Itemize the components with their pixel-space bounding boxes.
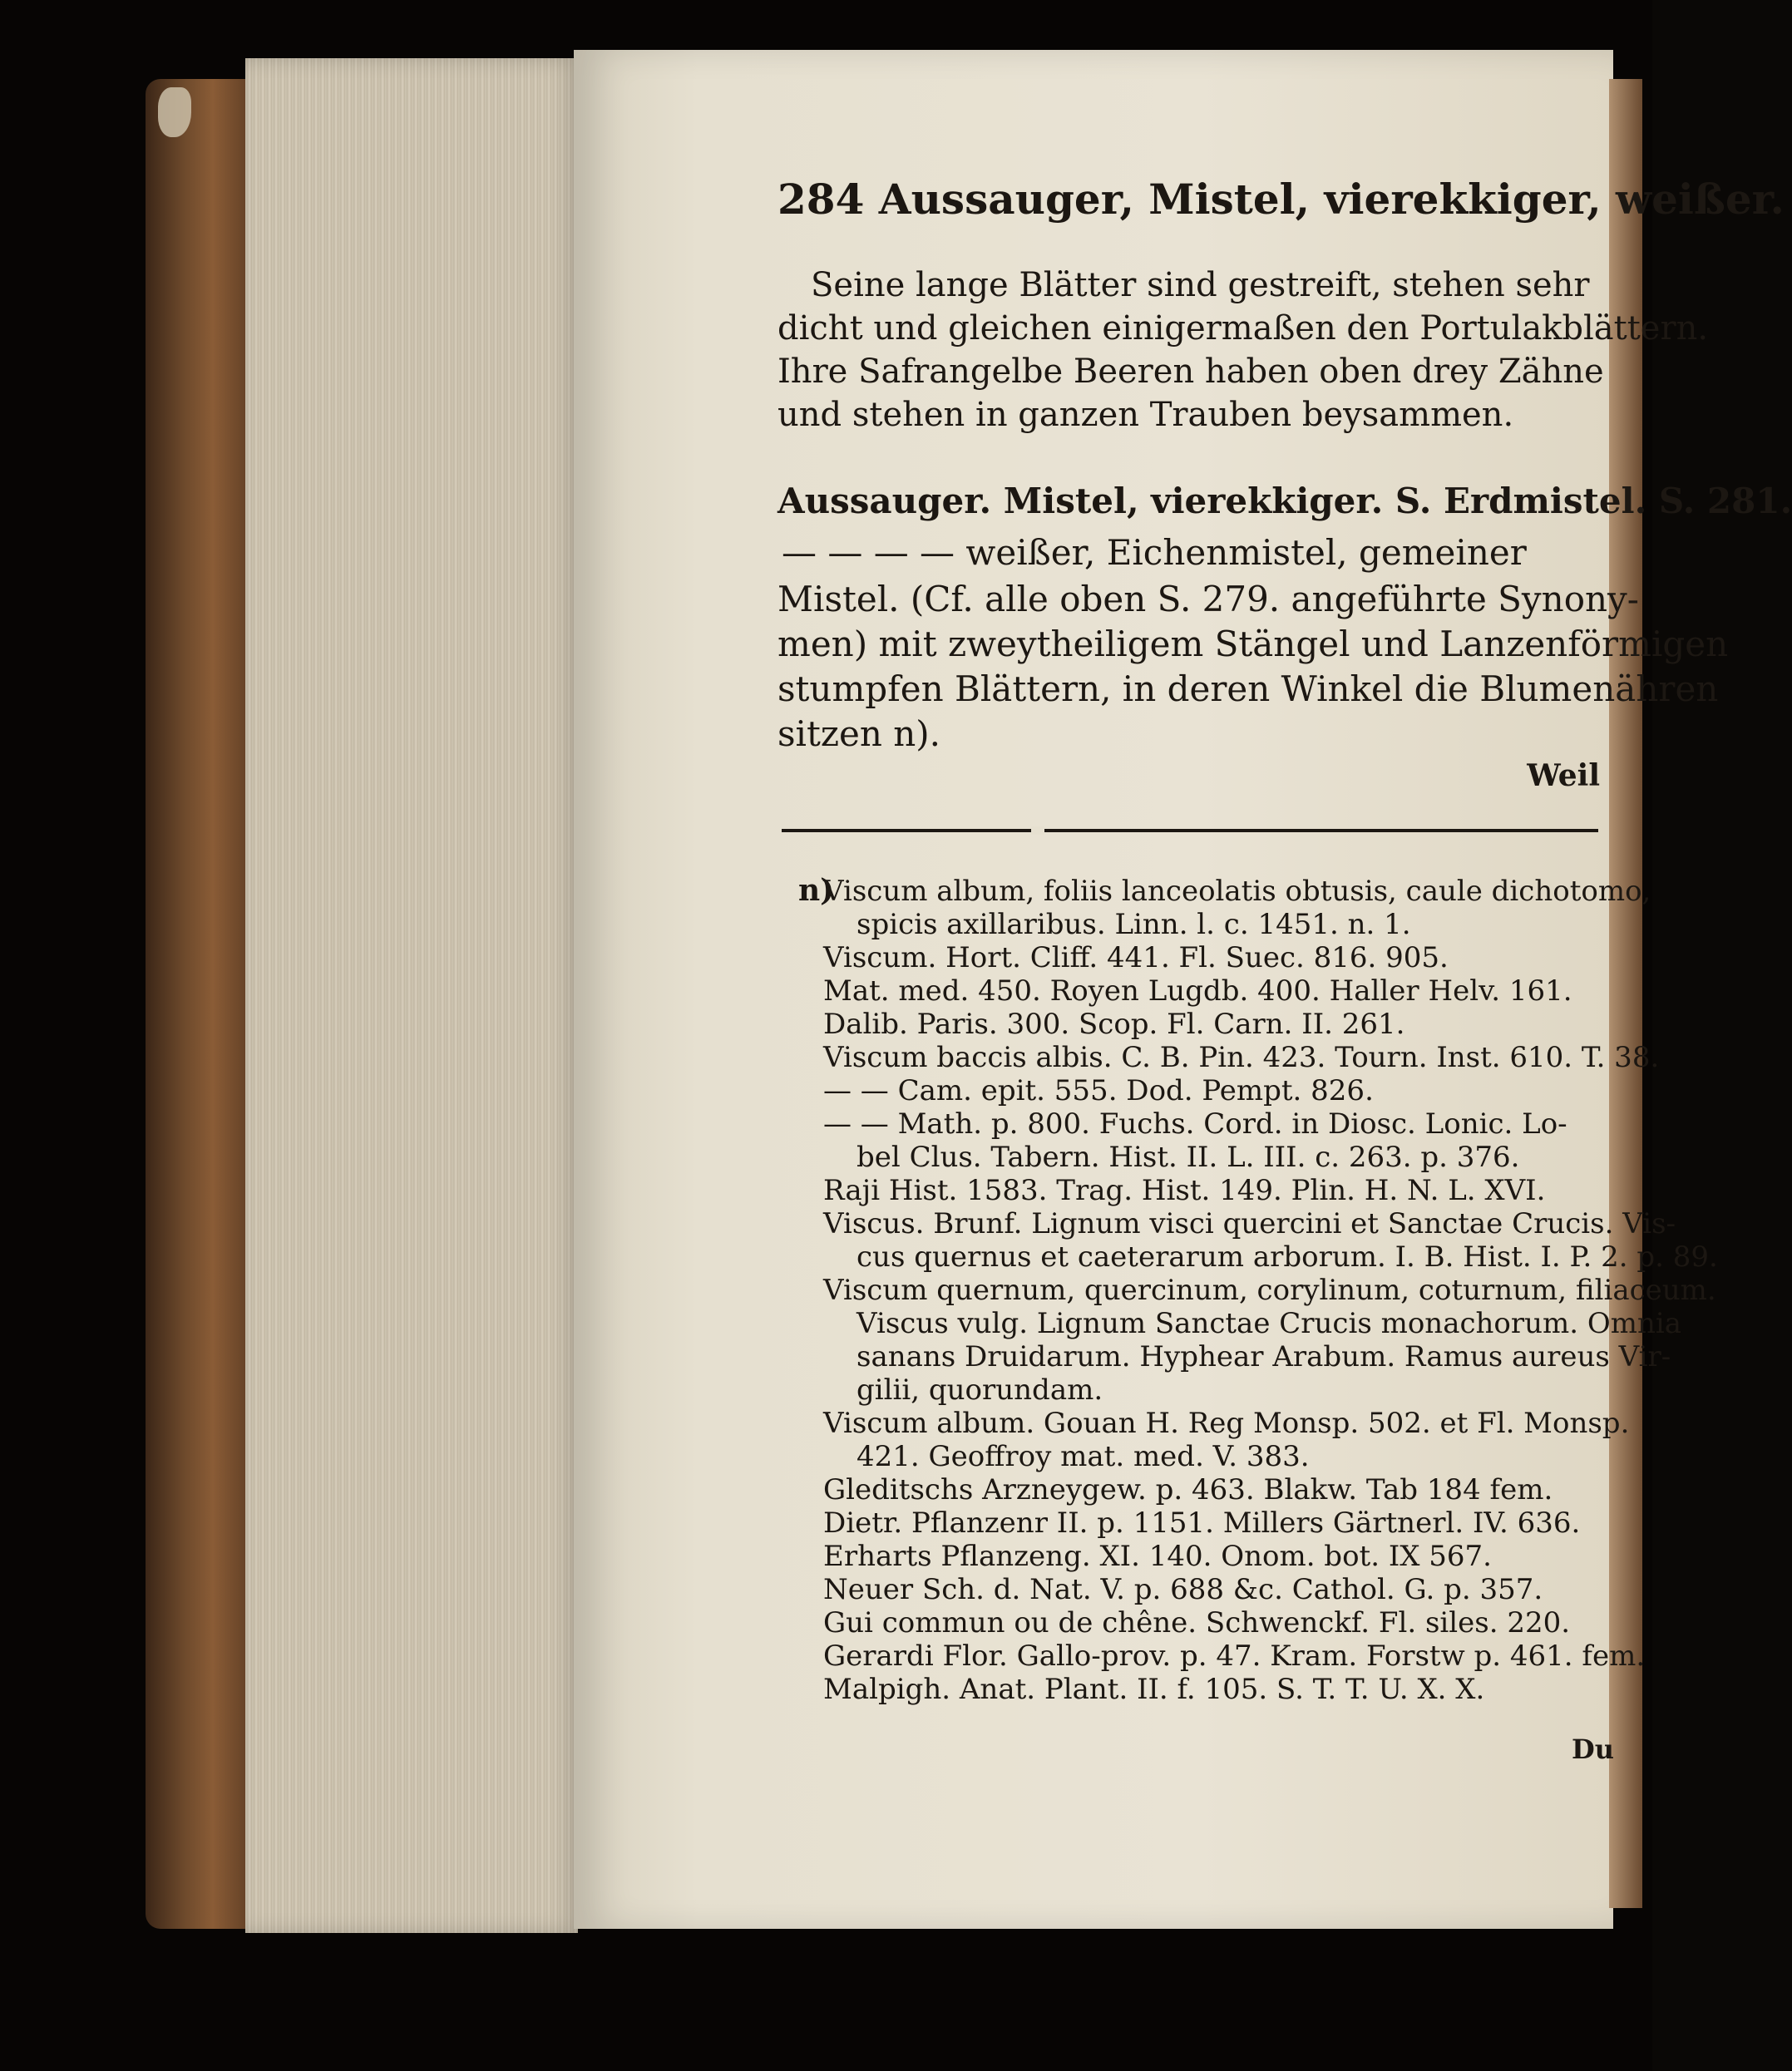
footnote-line: Dalib. Paris. 300. Scop. Fl. Carn. II. 261. bbox=[823, 1008, 1405, 1041]
entry-line-4: men) mit zweytheiligem Stängel und Lanzenförmigen bbox=[778, 624, 1729, 664]
paragraph-line-4: und stehen in ganzen Trauben beysammen. bbox=[778, 396, 1514, 434]
page-block-edges bbox=[245, 58, 578, 1933]
paragraph-line-1: Seine lange Blätter sind gestreift, stehen sehr bbox=[811, 266, 1590, 304]
footnote-line: Gleditschs Arzneygew. p. 463. Blakw. Tab 184 fem. bbox=[823, 1473, 1553, 1506]
footnote-line: bel Clus. Tabern. Hist. II. L. III. c. 263. p. 376. bbox=[857, 1141, 1520, 1174]
footnote-line: Malpigh. Anat. Plant. II. f. 105. S. T. T. U. X. X. bbox=[823, 1673, 1485, 1706]
footnote-line: 421. Geoffroy mat. med. V. 383. bbox=[857, 1440, 1310, 1473]
footnote-line: Mat. med. 450. Royen Lugdb. 400. Haller Helv. 161. bbox=[823, 974, 1572, 1008]
footnote-line: Viscum. Hort. Cliff. 441. Fl. Suec. 816. 905. bbox=[823, 941, 1449, 974]
footnote-line: Gui commun ou de chêne. Schwenckf. Fl. siles. 220. bbox=[823, 1606, 1571, 1640]
footnote-line: Gerardi Flor. Gallo-prov. p. 47. Kram. Forstw p. 461. fem. bbox=[823, 1640, 1646, 1673]
footnote-line: — — Cam. epit. 555. Dod. Pempt. 826. bbox=[823, 1074, 1374, 1107]
footnote-line: Viscus. Brunf. Lignum visci quercini et Sanctae Crucis. Vis- bbox=[823, 1207, 1676, 1240]
footnote-line: Viscum album. Gouan H. Reg Monsp. 502. et Fl. Monsp. bbox=[823, 1407, 1630, 1440]
footnote-line: Viscum baccis albis. C. B. Pin. 423. Tourn. Inst. 610. T. 38. bbox=[823, 1041, 1660, 1074]
footnote-line: Viscum album, foliis lanceolatis obtusis, caule dichotomo, bbox=[823, 875, 1651, 908]
paragraph-line-2: dicht und gleichen einigermaßen den Portulakblättern. bbox=[778, 309, 1709, 348]
footnote-line: Viscum quernum, quercinum, corylinum, coturnum, filiaceum. bbox=[823, 1274, 1716, 1307]
entry-line-2: — — — — weißer, Eichenmistel, gemeiner bbox=[782, 532, 1527, 573]
footnote-line: cus quernus et caeterarum arborum. I. B. Hist. I. P. 2. p. 89. bbox=[857, 1240, 1718, 1274]
footnote-divider bbox=[782, 829, 1598, 832]
adjacent-page-edge bbox=[1609, 79, 1642, 1908]
footnote-line: gilii, quorundam. bbox=[857, 1373, 1103, 1407]
divider-gap bbox=[1031, 826, 1044, 835]
footnote-line: Neuer Sch. d. Nat. V. p. 688 &c. Cathol. G. p. 357. bbox=[823, 1573, 1543, 1606]
footnote-line: Raji Hist. 1583. Trag. Hist. 149. Plin. H. N. L. XVI. bbox=[823, 1174, 1546, 1207]
entry-line-5: stumpfen Blättern, in deren Winkel die Blumenähren bbox=[778, 668, 1719, 709]
cover-wear-mark bbox=[158, 87, 191, 137]
footnote-line: Erharts Pflanzeng. XI. 140. Onom. bot. IX 567. bbox=[823, 1540, 1492, 1573]
bottom-catchword: Du bbox=[1572, 1733, 1615, 1765]
book-cover-spine bbox=[146, 79, 258, 1929]
paragraph-line-3: Ihre Safrangelbe Beeren haben oben drey Zähne bbox=[778, 353, 1604, 391]
catchword: Weil bbox=[1527, 758, 1600, 793]
entry-line-6: sitzen n). bbox=[778, 713, 941, 754]
entry-line-3: Mistel. (Cf. alle oben S. 279. angeführte Synony- bbox=[778, 579, 1639, 619]
footnote-line: sanans Druidarum. Hyphear Arabum. Ramus aureus Vir- bbox=[857, 1340, 1671, 1373]
footnote-line: — — Math. p. 800. Fuchs. Cord. in Diosc. Lonic. Lo- bbox=[823, 1107, 1567, 1141]
page-header: 284 Aussauger, Mistel, vierekkiger, weißer. bbox=[778, 175, 1785, 224]
footnote-line: Viscus vulg. Lignum Sanctae Crucis monachorum. Omnia bbox=[857, 1307, 1682, 1340]
footnote-line: Dietr. Pflanzenr II. p. 1151. Millers Gärtnerl. IV. 636. bbox=[823, 1506, 1581, 1540]
footnote-line: spicis axillaribus. Linn. l. c. 1451. n. 1. bbox=[857, 908, 1411, 941]
footnote-marker: n) bbox=[798, 873, 835, 908]
entry-line-1: Aussauger. Mistel, vierekkiger. S. Erdmistel. S. 281. bbox=[778, 481, 1792, 521]
